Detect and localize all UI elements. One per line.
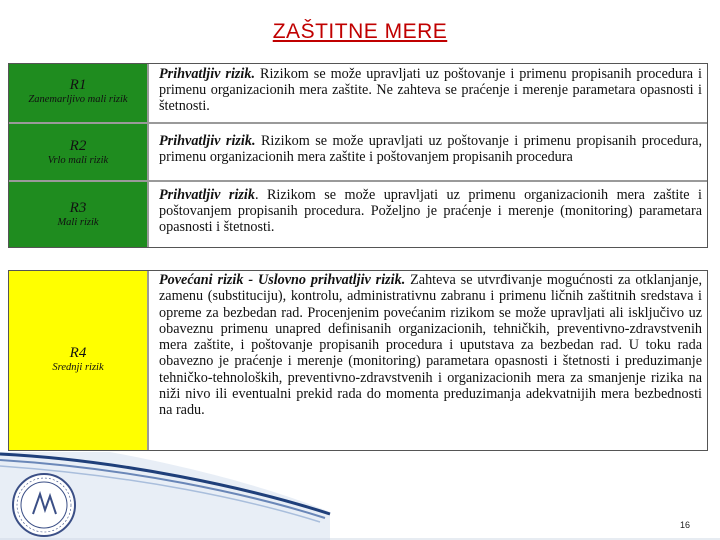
risk-subtitle: Zanemarljivo mali rizik [28,94,128,105]
risk-text: Rizikom se može upravljati uz poštovanje i primenu propisanih procedura i primenu organizacionih mera zaštite. Ne zahteva se praćenje i merenje parametara opasnosti i štetnosti. [159,66,702,114]
risk-code: R2 [69,138,87,154]
risk-code: R4 [69,345,87,361]
risk-level-cell [9,124,149,180]
risk-table-conditional [8,270,708,451]
risk-description [151,124,707,180]
risk-subtitle: Vrlo mali rizik [47,155,109,166]
risk-row-r4 [9,271,707,450]
risk-description [151,271,707,450]
risk-text: . Rizikom se može upravljati uz primenu organizacionih mera zaštite i poštovanjem propisanih procedura. Poželjno je praćenje i merenje (monitoring) parametara opasnosti i štetnosti. [159,187,702,235]
risk-code: R1 [69,77,87,93]
risk-level-cell [9,182,149,247]
risk-description [151,182,707,247]
risk-row-r2 [9,124,707,180]
risk-code: R3 [69,200,87,216]
risk-description [151,64,707,122]
risk-table-acceptable [8,63,708,248]
risk-subtitle: Mali rizik [57,217,99,228]
risk-subtitle: Srednji rizik [52,362,104,373]
risk-row-r3 [9,182,707,247]
risk-text: Zahteva se utvrđivanje mogućnosti za otklanjanje, zamenu (substituciju), kontrolu, administrativnu zabranu i primenu ličnih zaštitnih sredstava i opreme za bezbedan rad. Procenjenim povećanim rizikom se može upravljati ali isključivo uz obaveznu primenu unapred definisanih organizacionih, tehničkih, preventivno-zdravstvenih mera zaštite, i poštovanje propisanih procedura i uputstava za bezbedan rad. U toku rada obavezno je praćenje i merenje (monitoring) parametara opasnosti i štetnosti i preduzimanje tehničko-tehnoloških, preventivno-zdravstvenih i organizacionih mera za smanjenje rizika na niži nivo ili eventualni prekid rada do momenta preduzimanja adekvatnijih mera bezbednosti na radu. [159,272,702,419]
page-title: ZAŠTITNE MERE [272,20,448,43]
footer-decoration [0,452,720,540]
risk-lead: Prihvatljiv rizik [159,187,255,203]
risk-level-cell [9,64,149,122]
page-number: 16 [680,520,691,530]
risk-level-cell [9,271,149,450]
risk-row-r1 [9,64,707,122]
risk-lead: Prihvatljiv rizik. [159,66,256,82]
risk-lead: Prihvatljiv rizik. [159,133,256,149]
risk-lead: Povećani rizik - Uslovno prihvatljiv rizik. [159,272,406,288]
risk-text: Rizikom se može upravljati uz poštovanje i primenu propisanih procedura, primenu organizacionih mera zaštite i poštovanjem propisanih procedura [159,133,703,165]
institution-seal-icon [13,474,75,536]
